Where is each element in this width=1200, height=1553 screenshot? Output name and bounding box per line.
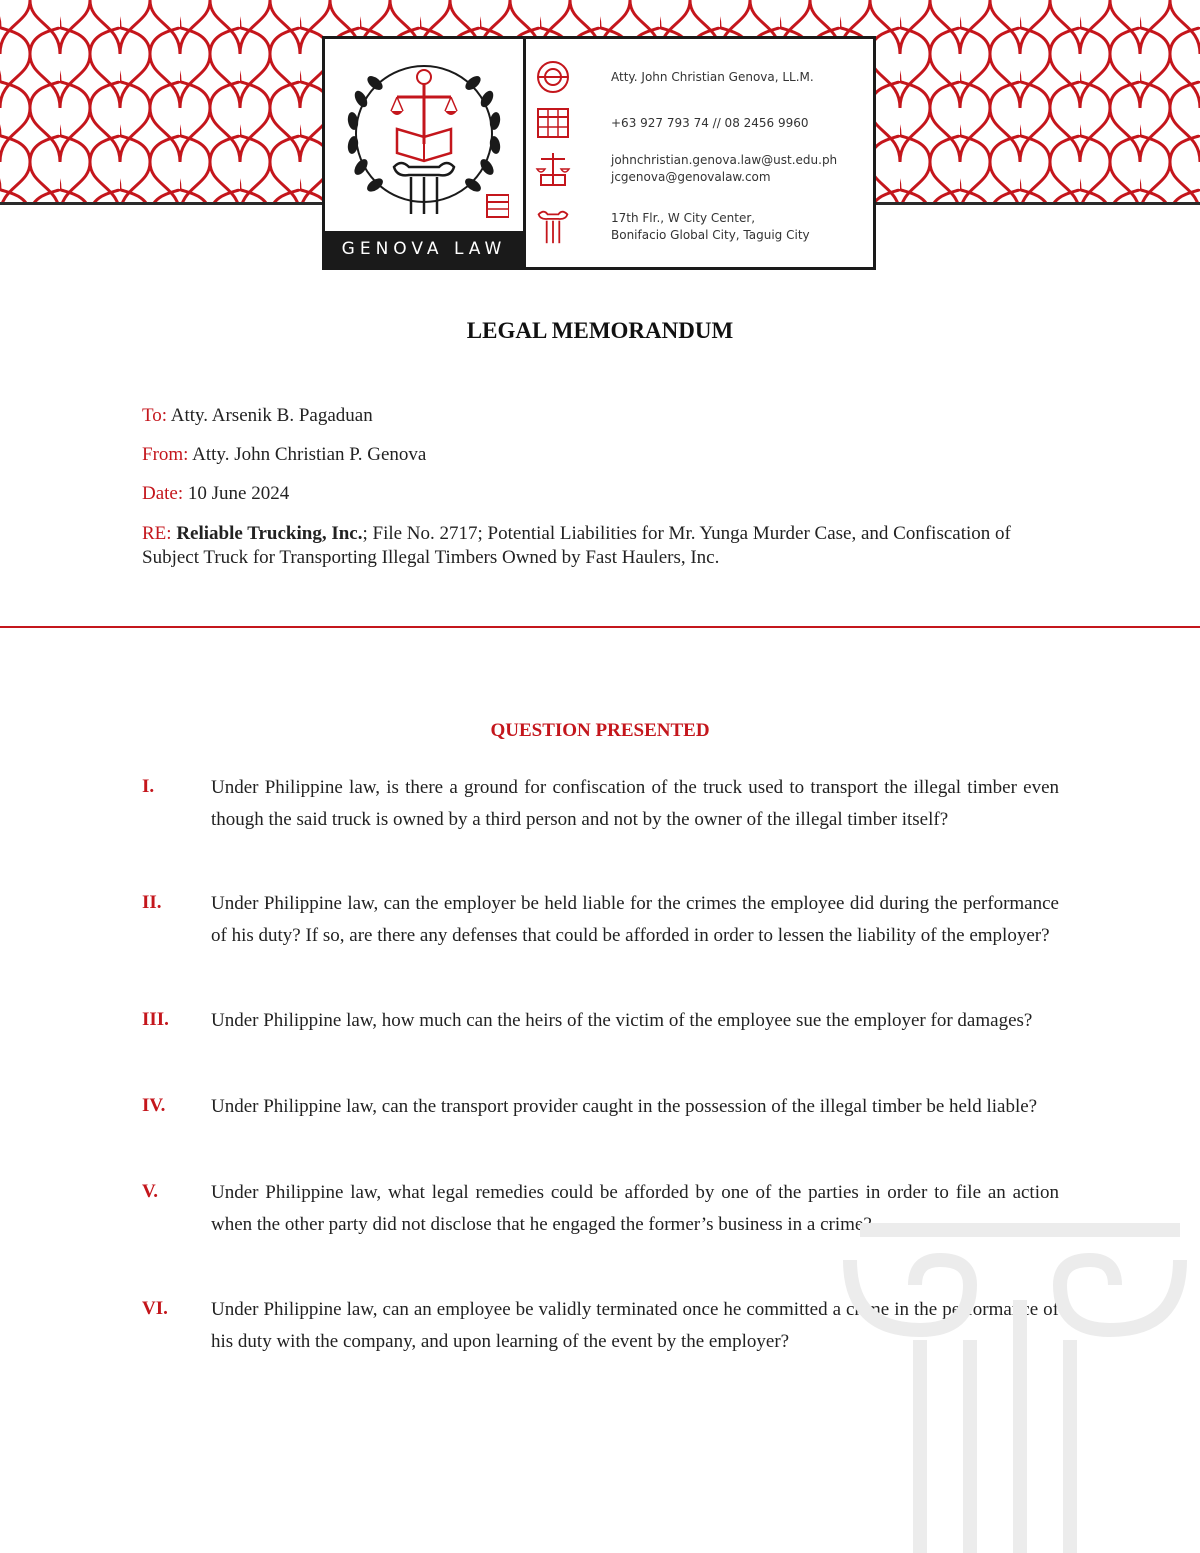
globe-icon (535, 59, 571, 95)
memo-title: LEGAL MEMORANDUM (466, 318, 734, 343)
question-number: II. (142, 892, 162, 913)
re-label: RE: (142, 523, 172, 544)
firm-name: GENOVA LAW (325, 231, 523, 267)
contact-row-address (535, 209, 865, 245)
question-text: Under Philippine law, what legal remedies could be afforded by one of the parties in order to file an action when the other party did not disclose that he engaged the former’s business in a crime? (211, 1182, 1059, 1235)
scales-icon (535, 151, 571, 187)
memo-to (142, 405, 373, 427)
contact-address-2: Bonifacio Global City, Taguig City (611, 228, 810, 242)
question-text: Under Philippine law, can an employee be validly terminated once he committed a crime in the performance of his duty with the company, and upon learning of the event by the employer? (211, 1299, 1059, 1352)
contact-row-name (535, 59, 865, 95)
memo-date (142, 483, 289, 505)
question-number: IV. (142, 1095, 166, 1116)
date-value: 10 June 2024 (183, 483, 290, 504)
letterhead (322, 36, 876, 270)
to-label: To: (142, 405, 168, 426)
question-text: Under Philippine law, can the transport provider caught in the possession of the illegal timber be held liable? (211, 1096, 1038, 1117)
contact-emails (611, 152, 837, 186)
contact-email-2: jcgenova@genovalaw.com (611, 170, 771, 184)
question-number: III. (142, 1009, 169, 1030)
genova-law-logo (339, 49, 509, 225)
header-divider (0, 626, 1200, 628)
date-label: Date: (142, 483, 184, 504)
question-number: I. (142, 776, 155, 797)
contact-row-phone (535, 105, 865, 141)
re-subject: ; File No. 2717; Potential Liabilities for Mr. Yunga Murder Case, and Confiscation of Subject Truck for Transporting Illegal Timbers Owned by Fast Haulers, Inc. (142, 523, 1011, 568)
from-label: From: (142, 444, 189, 465)
question-text: Under Philippine law, how much can the heirs of the victim of the employee sue the employer for damages? (211, 1010, 1033, 1031)
contact-address-1: 17th Flr., W City Center, (611, 211, 756, 225)
question-text: Under Philippine law, can the employer be held liable for the crimes the employee did during the performance of his duty? If so, are there any defenses that could be afforded in order to lessen the liability of the employer? (211, 893, 1059, 946)
re-client: Reliable Trucking, Inc. (176, 523, 363, 544)
contact-phone: +63 927 793 74 // 08 2456 9960 (611, 115, 809, 130)
question-number: V. (142, 1181, 159, 1202)
to-value: Atty. Arsenik B. Pagaduan (167, 405, 373, 426)
from-value: Atty. John Christian P. Genova (188, 444, 427, 465)
logo-panel (325, 39, 526, 267)
question-text: Under Philippine law, is there a ground for confiscation of the truck used to transport the illegal timber even though the said truck is owned by a third person and not by the owner of the illegal timber itself? (211, 777, 1059, 830)
contact-address (611, 210, 810, 244)
memo-re (142, 522, 1062, 570)
calendar-icon (535, 105, 571, 141)
memo-from (142, 444, 426, 466)
section-title: QUESTION PRESENTED (490, 720, 710, 741)
contact-email-1: johnchristian.genova.law@ust.edu.ph (611, 153, 838, 167)
pillar-watermark (820, 1190, 1200, 1553)
pillar-icon (535, 209, 571, 245)
contact-row-email (535, 151, 865, 187)
question-number: VI. (142, 1298, 168, 1319)
contact-name: Atty. John Christian Genova, LL.M. (611, 69, 814, 84)
